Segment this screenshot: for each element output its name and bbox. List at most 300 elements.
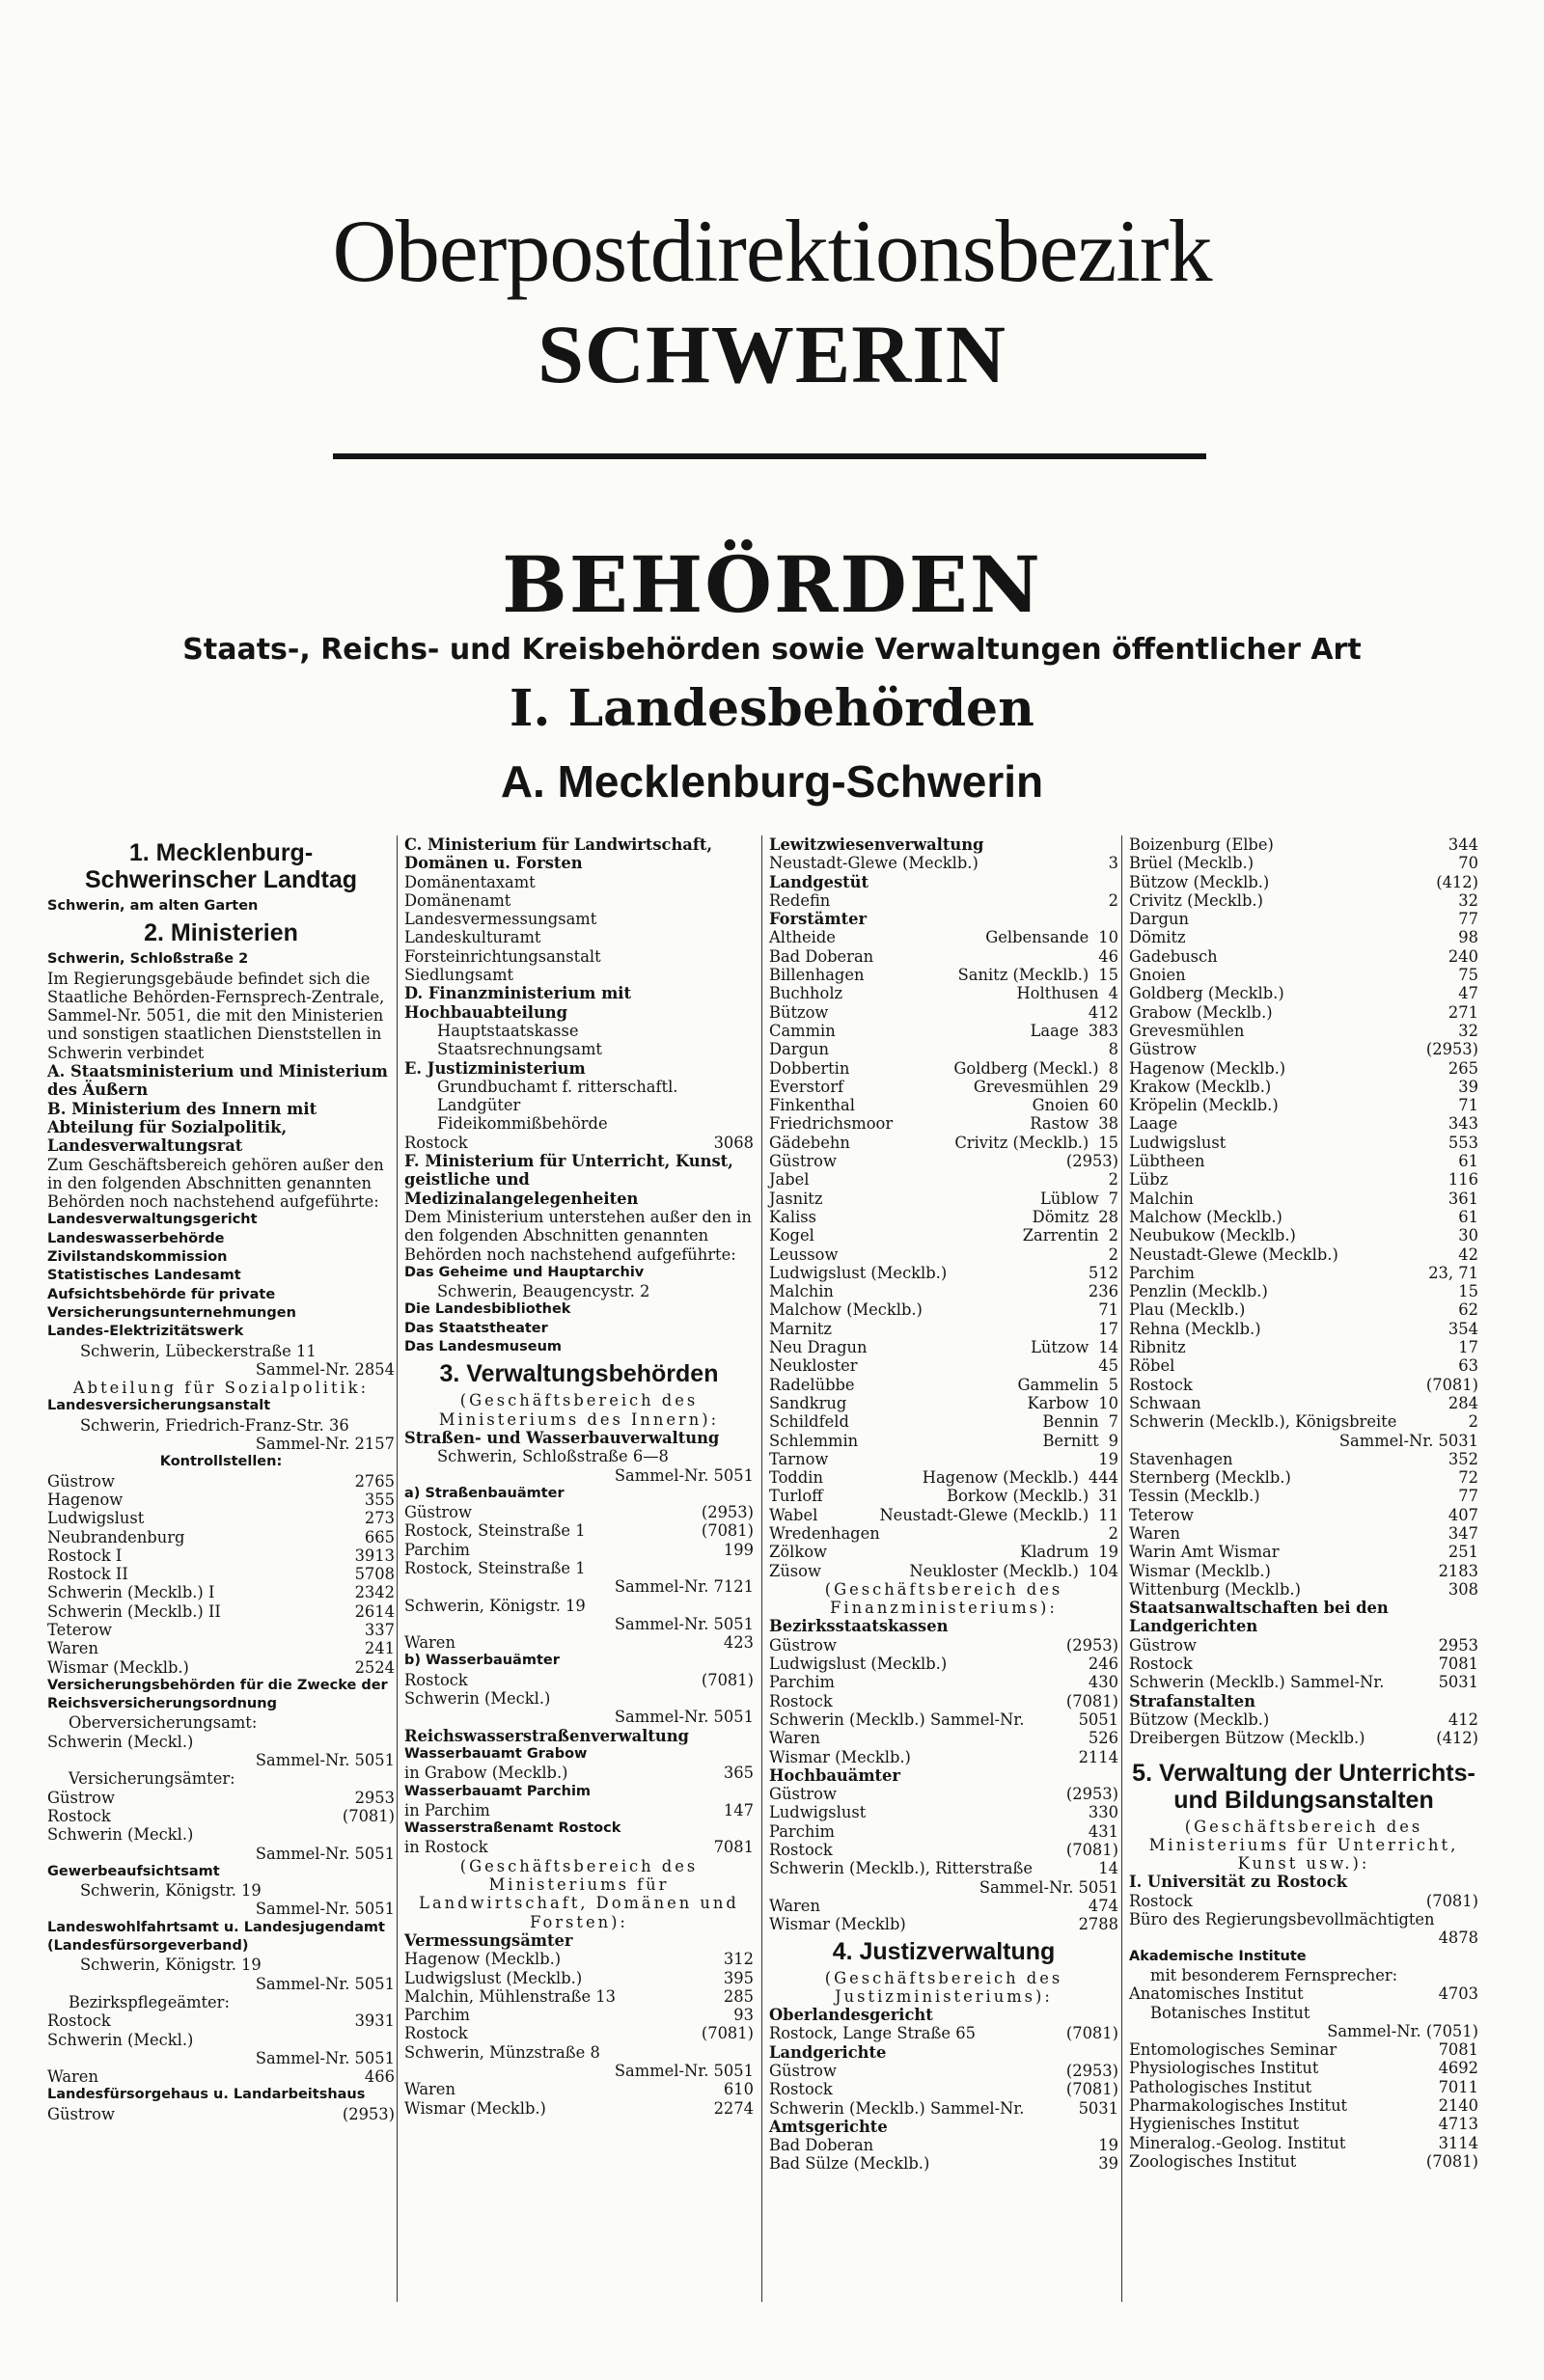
phone-number: 553: [1448, 1133, 1478, 1152]
phone-number: 2140: [1438, 2096, 1478, 2115]
text-line: Dem Ministerium unterstehen außer den in den folgenden Abschnitten genannten Behörden noch nachstehend aufgeführte:: [404, 1207, 752, 1264]
entry-name: Gnoien: [1129, 966, 1186, 985]
phone-number: 2114: [1078, 1747, 1118, 1766]
phone-number: Sammel-Nr. 5051: [255, 1844, 395, 1863]
phone-number: 2: [1468, 1412, 1478, 1432]
entry-name: Schlemmin: [769, 1431, 859, 1450]
phone-number: 7081: [1438, 1655, 1478, 1674]
phone-number: 412: [1448, 1710, 1478, 1729]
phone-number: Sammel-Nr. 5051: [614, 1708, 754, 1727]
phone-number: 39: [1458, 1077, 1478, 1096]
directory-entry: [769, 1264, 1118, 1282]
directory-entry: [47, 2067, 395, 2086]
directory-entry: [47, 1975, 395, 1993]
column-4: [1129, 835, 1478, 2171]
entry-name: Rostock: [769, 1841, 833, 1860]
entry-name: Züsow: [769, 1561, 821, 1580]
entry-location: Dömitz: [1032, 1207, 1089, 1226]
entry-heading: B. Ministerium des Innern mit Abteilung für Sozialpolitik, Landesverwaltungsrat: [47, 1099, 317, 1156]
directory-entry: [769, 1152, 1118, 1170]
phone-number: 3913: [354, 1546, 395, 1565]
directory-entry: [769, 2099, 1118, 2118]
phone-number: 3068: [713, 1133, 754, 1152]
entry-name: Rostock: [1129, 1891, 1193, 1910]
address-line: Hauptstaatskasse: [437, 1021, 579, 1040]
entry-name: Waren: [769, 1896, 820, 1915]
entry-name: Parchim: [769, 1821, 835, 1841]
phone-number: (7081): [1425, 1891, 1478, 1910]
text-line: Siedlungsamt: [404, 966, 514, 985]
phone-number: 42: [1458, 1245, 1478, 1264]
directory-entry: [769, 1003, 1118, 1022]
entry-name: Zölkow: [769, 1543, 827, 1562]
agency-name: a) Straßenbauämter: [404, 1485, 565, 1501]
directory-entry: [1129, 1394, 1478, 1412]
phone-number: Sammel-Nr. 7121: [614, 1577, 754, 1597]
directory-entry: [769, 1450, 1118, 1468]
phone-number: 407: [1448, 1505, 1478, 1524]
directory-entry: [47, 1491, 395, 1509]
address-line: Schwerin, Schloßstraße 6—8: [437, 1447, 669, 1466]
entry-name: Waren: [47, 1639, 98, 1658]
phone-number: 60: [1098, 1096, 1118, 1115]
directory-entry: [47, 1621, 395, 1639]
directory-entry: [47, 1900, 395, 1918]
scope-note: (Geschäftsbereich des Ministeriums für Unterricht, Kunst usw.):: [1148, 1817, 1459, 1874]
divider-rule: [333, 453, 1206, 459]
entry-name: in Rostock: [404, 1838, 488, 1857]
phone-number: 11: [1098, 1505, 1118, 1524]
agency-name: Schwerin, Schloßstraße 2: [47, 951, 249, 968]
phone-number: 8: [1108, 1040, 1118, 1059]
phone-number: (7081): [1065, 1841, 1118, 1860]
phone-number: 7081: [1438, 2040, 1478, 2060]
phone-number: 28: [1098, 1207, 1118, 1226]
phone-number: 63: [1458, 1356, 1478, 1376]
entry-name: Gadebusch: [1129, 946, 1218, 966]
phone-number: 98: [1458, 928, 1478, 947]
directory-entry: [404, 1615, 754, 1633]
entry-name: Malchin: [1129, 1189, 1194, 1208]
directory-entry: [404, 1521, 754, 1540]
entry-name: Rostock: [1129, 1375, 1193, 1394]
entry-location: Bennin: [1042, 1412, 1099, 1432]
directory-entry: [769, 1096, 1118, 1114]
subheading: Botanisches Institut: [1150, 2003, 1310, 2022]
entry-name: Gädebehn: [769, 1133, 850, 1152]
directory-entry: [404, 1950, 754, 1968]
phone-number: 665: [364, 1527, 395, 1546]
phone-number: 2953: [1438, 1635, 1478, 1655]
phone-number: Sammel-Nr. 5031: [1338, 1431, 1478, 1450]
phone-number: 47: [1458, 984, 1478, 1003]
directory-entry: [404, 1671, 754, 1689]
spacer: [1129, 1748, 1478, 1756]
directory-entry: [1129, 1320, 1478, 1338]
text-line: Büro des Regierungsbevollmächtigten: [1129, 1910, 1435, 1929]
entry-name: Crivitz (Mecklb.): [1129, 890, 1263, 910]
phone-number: 45: [1098, 1356, 1118, 1376]
agency-name: Versicherungsbehörden für die Zwecke der Reichsversicherungsordnung: [47, 1677, 388, 1712]
entry-name: Ludwigslust: [47, 1509, 145, 1528]
directory-entry: [1129, 2040, 1478, 2059]
entry-heading: Staatsanwaltschaften bei den Landgerichten: [1129, 1599, 1389, 1636]
phone-number: 343: [1448, 1114, 1478, 1134]
directory-entry: [769, 2154, 1118, 2173]
directory-entry: [404, 1708, 754, 1726]
entry-name: Bützow (Mecklb.): [1129, 872, 1270, 891]
entry-name: Rostock: [47, 2011, 111, 2031]
directory-entry: [1129, 1134, 1478, 1152]
entry-name: Radelübbe: [769, 1375, 855, 1394]
agency-name: Die Landesbibliothek: [404, 1301, 571, 1318]
phone-number: 5031: [1078, 2098, 1118, 2118]
phone-number: 46: [1098, 946, 1118, 966]
phone-number: 2953: [354, 1788, 395, 1807]
directory-entry: [404, 1801, 754, 1819]
directory-entry: [1129, 2115, 1478, 2133]
phone-number: 2: [1108, 890, 1118, 910]
directory-entry: [769, 966, 1118, 984]
phone-number: 5708: [354, 1565, 395, 1584]
phone-number: 2765: [354, 1471, 395, 1491]
phone-number: (7081): [701, 1521, 754, 1541]
phone-number: 444: [1088, 1468, 1118, 1488]
entry-name: Sandkrug: [769, 1393, 847, 1412]
directory-entry: [769, 1636, 1118, 1655]
directory-entry: [1129, 1450, 1478, 1468]
entry-name: Waren: [47, 2067, 98, 2087]
phone-number: 2: [1108, 1226, 1118, 1245]
entry-name: Parchim: [1129, 1263, 1195, 1282]
directory-entry: [769, 854, 1118, 872]
entry-name: Rehna (Mecklb.): [1129, 1319, 1261, 1338]
agency-name: Aufsichtsbehörde für private Versicherungsunternehmungen: [47, 1286, 296, 1321]
directory-entry: [1129, 1282, 1478, 1300]
entry-name: Neukloster: [769, 1356, 858, 1376]
directory-entry: [769, 1543, 1118, 1561]
entry-name: Wredenhagen: [769, 1523, 880, 1543]
directory-entry: [1129, 2134, 1478, 2152]
directory-entry: [47, 1565, 395, 1583]
directory-entry: [1129, 1710, 1478, 1729]
directory-entry: [1129, 1580, 1478, 1599]
phone-number: 104: [1088, 1561, 1118, 1580]
phone-number: Sammel-Nr. 5051: [614, 1465, 754, 1485]
text-line: Landesvermessungsamt: [404, 910, 597, 929]
directory-entry: [1129, 2022, 1478, 2040]
phone-number: 72: [1458, 1468, 1478, 1488]
phone-number: 354: [1448, 1319, 1478, 1338]
entry-name: Güstrow: [1129, 1635, 1197, 1655]
directory-entry: [769, 1208, 1118, 1226]
entry-name: Güstrow: [47, 2104, 115, 2123]
entry-name: Rostock, Lange Straße 65: [769, 2024, 976, 2043]
directory-entry: [769, 1897, 1118, 1915]
entry-heading: C. Ministerium für Landwirtschaft, Domänen u. Forsten: [404, 835, 713, 873]
entry-name: Grevesmühlen: [1129, 1021, 1245, 1040]
phone-number: 4713: [1438, 2115, 1478, 2134]
directory-entry: [404, 1134, 754, 1152]
column-3: [769, 835, 1118, 2174]
text-line: Schwerin (Meckl.): [47, 1732, 194, 1751]
entry-name: Schildfeld: [769, 1412, 849, 1432]
entry-name: Schwaan: [1129, 1393, 1201, 1412]
entry-name: Waren: [1129, 1523, 1180, 1543]
entry-name: Waren: [404, 2080, 455, 2099]
directory-entry: [404, 1633, 754, 1652]
entry-name: Marnitz: [769, 1319, 832, 1338]
directory-entry: [404, 1987, 754, 2006]
directory-entry: [769, 1245, 1118, 1264]
entry-location: Neustadt-Glewe (Mecklb.): [879, 1505, 1089, 1524]
subheading: Versicherungsämter:: [69, 1769, 235, 1789]
phone-number: 2: [1108, 1523, 1118, 1543]
directory-entry: [1129, 928, 1478, 946]
entry-name: Wismar (Mecklb.): [47, 1657, 189, 1677]
directory-entry: [47, 1807, 395, 1825]
directory-entry: [404, 1541, 754, 1559]
entry-heading: Bezirksstaatskassen: [769, 1617, 949, 1636]
entry-name: Everstorf: [769, 1077, 844, 1096]
entry-name: Dömitz: [1129, 928, 1186, 947]
directory-entry: [1129, 1264, 1478, 1282]
text-line: Schwerin, Münzstraße 8: [404, 2042, 600, 2062]
directory-entry: [769, 1432, 1118, 1450]
entry-name: Schwerin (Mecklb.) Sammel-Nr.: [769, 1710, 1025, 1729]
entry-name: Redefin: [769, 890, 831, 910]
entry-heading: D. Finanzministerium mit Hochbauabteilung: [404, 984, 631, 1022]
entry-name: Wismar (Mecklb.): [1129, 1561, 1271, 1580]
address-line: Staatsrechnungsamt: [437, 1040, 602, 1059]
directory-entry: [47, 2049, 395, 2067]
directory-entry: [1129, 1190, 1478, 1208]
phone-number: Sammel-Nr. 5051: [614, 1614, 754, 1633]
entry-name: Rostock: [404, 1133, 468, 1152]
directory-entry: [1129, 1468, 1478, 1487]
directory-entry: [1129, 1432, 1478, 1450]
directory-entry: [769, 2024, 1118, 2042]
directory-entry: [404, 1577, 754, 1596]
phone-number: 4: [1108, 984, 1118, 1003]
entry-name: Teterow: [1129, 1505, 1194, 1524]
phone-number: 285: [723, 1986, 754, 2006]
directory-entry: [1129, 1245, 1478, 1264]
entry-location: Gnoien: [1032, 1096, 1089, 1115]
entry-name: Lübtheen: [1129, 1152, 1205, 1171]
entry-name: Röbel: [1129, 1356, 1175, 1376]
directory-entry: [769, 984, 1118, 1002]
address-line: Schwerin, Königstr. 19: [80, 1956, 262, 1975]
subheading: Kontrollstellen:: [159, 1454, 283, 1470]
entry-heading: Vermessungsämter: [404, 1930, 573, 1950]
agency-name: Landesverwaltungsgericht: [47, 1212, 258, 1228]
directory-entry: [769, 1785, 1118, 1803]
directory-entry: [1129, 2096, 1478, 2115]
directory-entry: [1129, 2078, 1478, 2096]
phone-number: 19: [1098, 2136, 1118, 2155]
phone-number: (2953): [1065, 1152, 1118, 1171]
entry-name: Boizenburg (Elbe): [1129, 835, 1274, 854]
phone-number: (2953): [1065, 1785, 1118, 1804]
entry-name: Buchholz: [769, 984, 843, 1003]
directory-entry: [769, 1748, 1118, 1766]
phone-number: 246: [1088, 1655, 1118, 1674]
phone-number: 526: [1088, 1729, 1118, 1748]
entry-name: Brüel (Mecklb.): [1129, 854, 1254, 873]
phone-number: 2274: [713, 2098, 754, 2118]
directory-entry: [1129, 1984, 1478, 2003]
entry-name: Rostock: [47, 1806, 111, 1825]
phone-number: 7011: [1438, 2077, 1478, 2096]
phone-number: 29: [1098, 1077, 1118, 1096]
entry-name: Rostock: [404, 1670, 468, 1689]
directory-entry: [47, 1472, 395, 1491]
entry-name: Güstrow: [769, 1785, 837, 1804]
phone-number: 70: [1458, 854, 1478, 873]
phone-number: 361: [1448, 1189, 1478, 1208]
entry-name: Lübz: [1129, 1170, 1169, 1190]
directory-entry: [1129, 854, 1478, 872]
directory-entry: [1129, 1524, 1478, 1543]
text-line: Schwerin (Meckl.): [47, 1825, 194, 1845]
entry-heading: A. Staatsministerium und Ministerium des Äußern: [47, 1062, 388, 1100]
phone-number: 71: [1458, 1096, 1478, 1115]
directory-entry: [47, 1509, 395, 1527]
directory-entry: [769, 1915, 1118, 1933]
directory-entry: [1129, 1562, 1478, 1580]
entry-name: Güstrow: [769, 1152, 837, 1171]
phone-number: (7081): [1425, 2151, 1478, 2171]
entry-heading: Amtsgerichte: [769, 2117, 888, 2136]
directory-entry: [404, 2006, 754, 2024]
directory-entry: [47, 1528, 395, 1546]
phone-number: 9: [1108, 1431, 1118, 1450]
directory-entry: [769, 1859, 1118, 1877]
address-line: Grundbuchamt f. ritterschaftl. Landgüter: [437, 1077, 678, 1115]
directory-entry: [769, 1320, 1118, 1338]
directory-entry: [769, 1282, 1118, 1300]
entry-name: Tessin (Mecklb.): [1129, 1487, 1260, 1506]
phone-number: (7081): [701, 2024, 754, 2043]
entry-name: Kaliss: [769, 1207, 816, 1226]
directory-entry: [1129, 1338, 1478, 1356]
agency-name: Wasserbauamt Parchim: [404, 1783, 592, 1799]
entry-name: Sternberg (Mecklb.): [1129, 1468, 1291, 1488]
entry-location: Goldberg (Meckl.): [953, 1058, 1099, 1078]
directory-entry: [1129, 1022, 1478, 1040]
entry-name: Penzlin (Mecklb.): [1129, 1282, 1268, 1301]
entry-name: Zoologisches Institut: [1129, 2151, 1297, 2171]
part-heading: I. Landesbehörden: [510, 679, 1034, 738]
phone-number: (2953): [1065, 2062, 1118, 2080]
phone-number: Sammel-Nr. 2854: [255, 1359, 395, 1379]
entry-name: Physiologisches Institut: [1129, 2059, 1319, 2078]
phone-number: 32: [1458, 890, 1478, 910]
entry-heading: Landgestüt: [769, 872, 869, 891]
entry-name: Neu Dragun: [769, 1338, 868, 1357]
entry-name: Parchim: [769, 1673, 835, 1692]
directory-entry: [1129, 1412, 1478, 1431]
directory-entry: [404, 1838, 754, 1856]
entry-name: Rostock: [1129, 1655, 1193, 1674]
entry-name: Mineralog.-Geolog. Institut: [1129, 2133, 1346, 2152]
directory-entry: [769, 1562, 1118, 1580]
entry-location: Hagenow (Mecklb.): [922, 1468, 1079, 1488]
directory-entry: [1129, 1300, 1478, 1319]
entry-name: Bützow: [769, 1002, 829, 1022]
entry-name: Ludwigslust (Mecklb.): [769, 1263, 948, 1282]
phone-number: 3: [1108, 854, 1118, 873]
phone-number: (7081): [1425, 1375, 1478, 1394]
entry-name: Ribnitz: [1129, 1338, 1186, 1357]
phone-number: 7081: [713, 1838, 754, 1857]
entry-heading: Hochbauämter: [769, 1765, 900, 1785]
section-heading: 5. Verwaltung der Unterrichts- und Bildungsanstalten: [1132, 1759, 1475, 1814]
text-line: Forsteinrichtungsanstalt: [404, 946, 601, 966]
phone-number: 474: [1088, 1896, 1118, 1915]
directory-entry: [769, 1059, 1118, 1078]
column-divider: [1121, 835, 1122, 2302]
directory-entry: [769, 1394, 1118, 1412]
scope-note: (Geschäftsbereich des Justizministeriums):: [824, 1968, 1063, 2006]
section-heading: 2. Ministerien: [144, 919, 298, 947]
entry-location: Sanitz (Mecklb.): [957, 966, 1089, 985]
phone-number: 30: [1458, 1226, 1478, 1245]
directory-entry: [1129, 2152, 1478, 2171]
directory-entry: [1129, 910, 1478, 928]
phone-number: 77: [1458, 910, 1478, 929]
phone-number: (7081): [342, 1806, 395, 1825]
phone-number: 10: [1098, 1393, 1118, 1412]
phone-number: 39: [1098, 2154, 1118, 2174]
scope-note: (Geschäftsbereich des Finanzministeriums):: [824, 1579, 1063, 1618]
phone-number: 3114: [1438, 2133, 1478, 2152]
directory-entry: [769, 2136, 1118, 2154]
entry-name: Neustadt-Glewe (Mecklb.): [1129, 1245, 1338, 1264]
column-2: [404, 835, 754, 2118]
phone-number: 147: [723, 1800, 754, 1819]
phone-number: 2524: [354, 1657, 395, 1677]
directory-entry: [404, 2024, 754, 2042]
agency-name: Das Staatstheater: [404, 1320, 548, 1336]
entry-name: Kröpelin (Mecklb.): [1129, 1096, 1279, 1115]
entry-name: Bad Sülze (Mecklb.): [769, 2154, 930, 2174]
phone-number: 61: [1458, 1207, 1478, 1226]
phone-number: Sammel-Nr. 5051: [255, 1974, 395, 1993]
phone-number: 241: [364, 1639, 395, 1658]
phone-number: 271: [1448, 1002, 1478, 1022]
entry-name: Friedrichsmoor: [769, 1114, 894, 1134]
directory-entry: [769, 1226, 1118, 1245]
entry-name: Cammin: [769, 1021, 836, 1040]
phone-number: 15: [1458, 1282, 1478, 1301]
entry-name: Malchin: [769, 1282, 834, 1301]
entry-name: Wismar (Mecklb.): [769, 1747, 911, 1766]
entry-heading: E. Justizministerium: [404, 1058, 586, 1078]
phone-number: (2953): [1065, 1635, 1118, 1655]
directory-entry: [769, 1468, 1118, 1487]
phone-number: 17: [1458, 1338, 1478, 1357]
phone-number: 2342: [354, 1583, 395, 1602]
phone-number: 610: [723, 2080, 754, 2099]
directory-entry: [769, 891, 1118, 910]
entry-location: Gammelin: [1017, 1375, 1099, 1394]
entry-name: Schwerin (Mecklb.), Ritterstraße: [769, 1859, 1033, 1878]
entry-name: Billenhagen: [769, 966, 865, 985]
entry-name: Schwerin (Mecklb.) II: [47, 1601, 221, 1621]
directory-entry: [1129, 1226, 1478, 1245]
